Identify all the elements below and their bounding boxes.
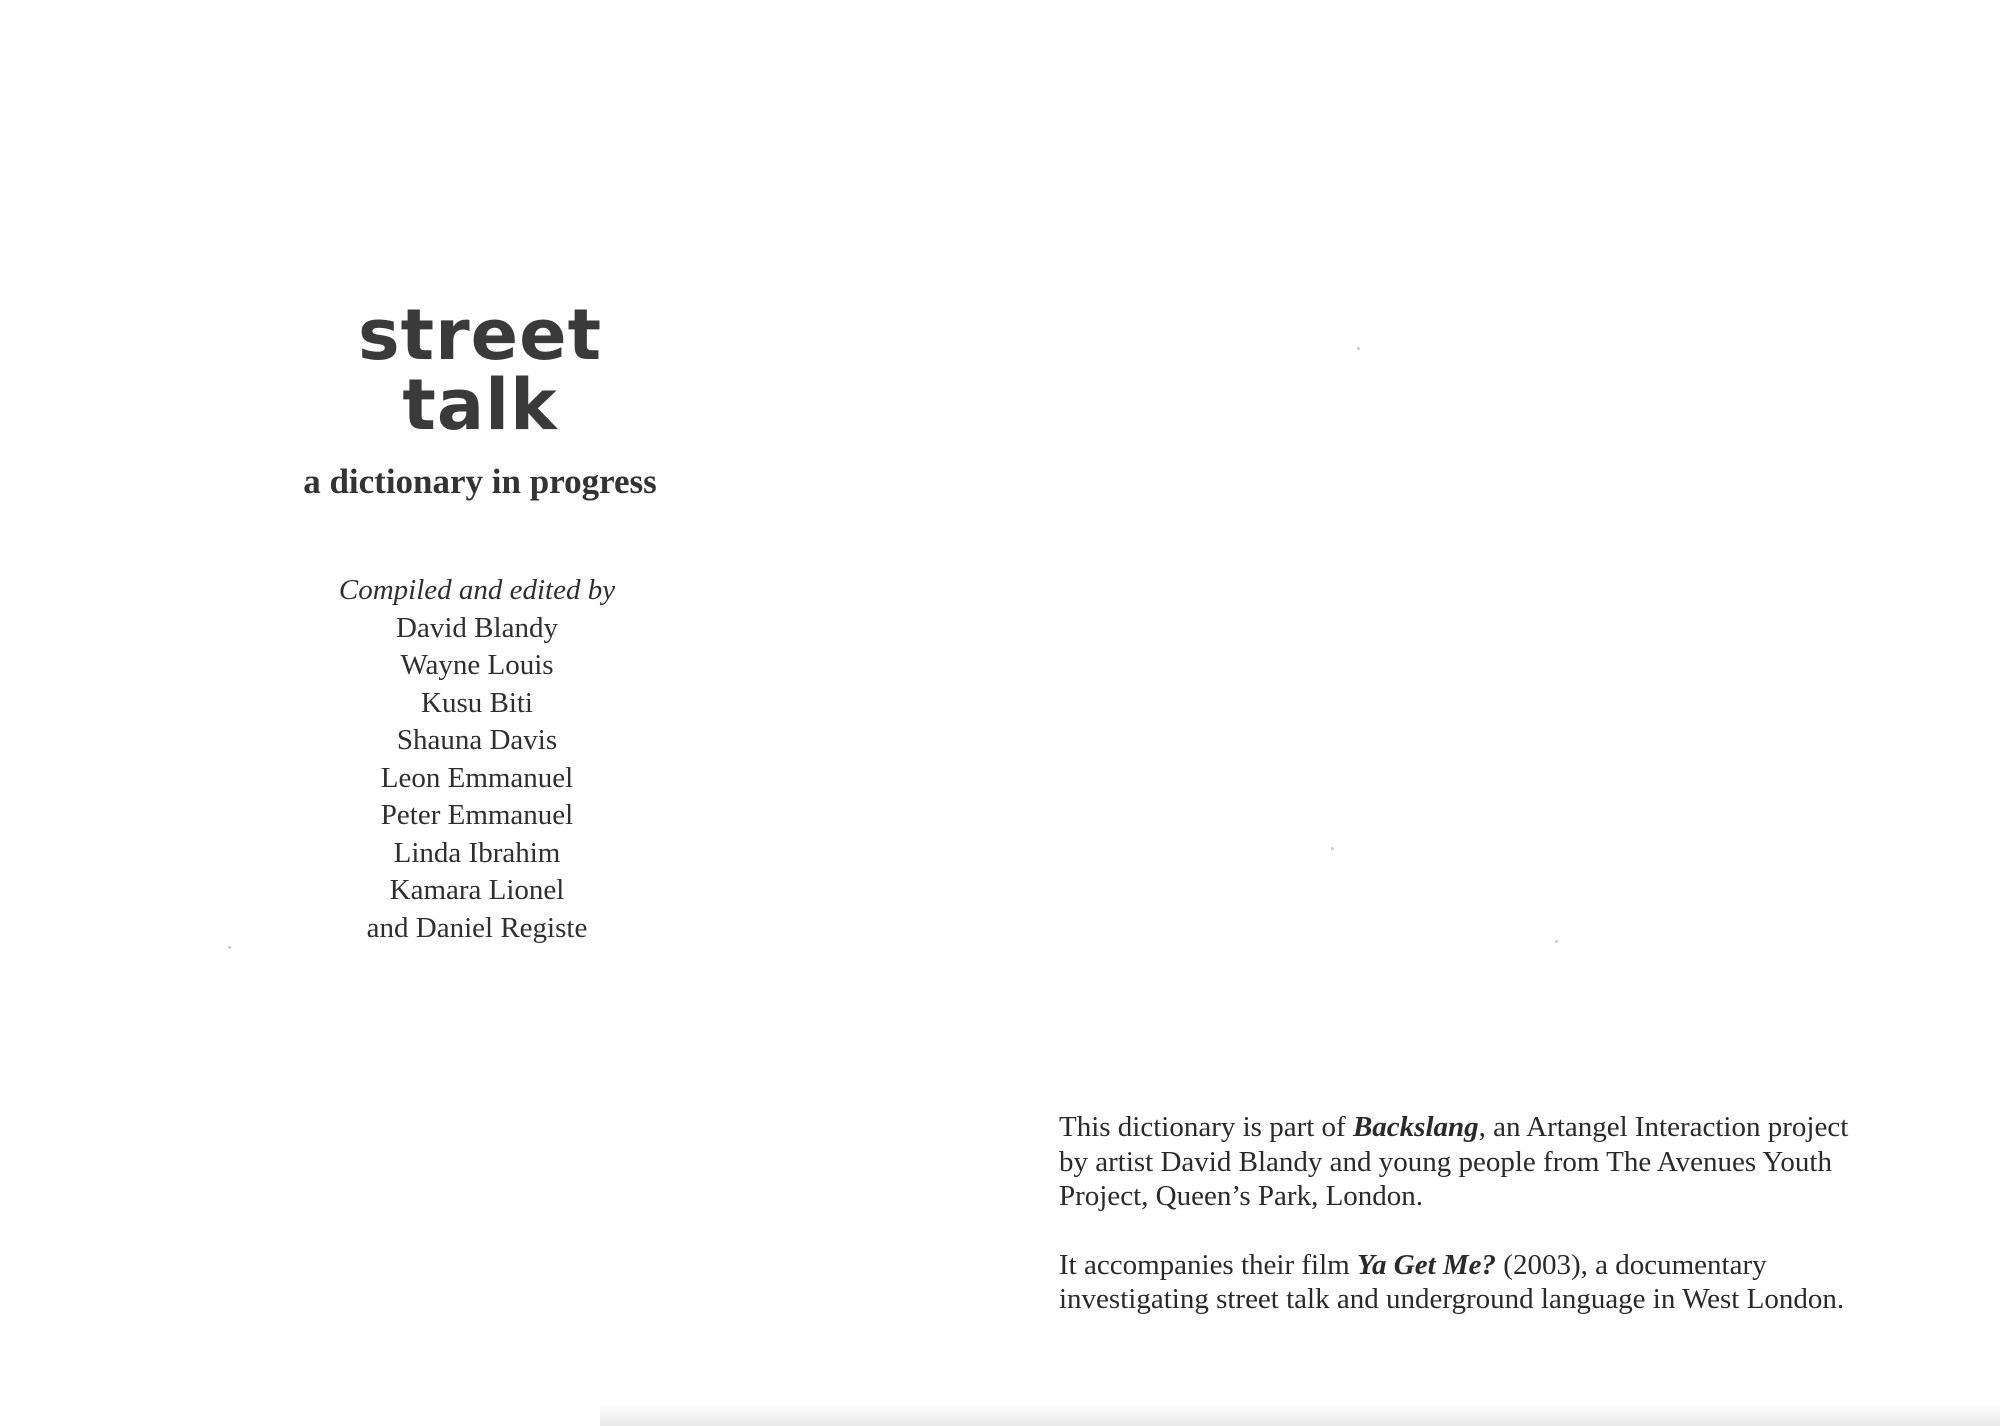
page-edge-shadow <box>600 1404 2000 1426</box>
book-subtitle: a dictionary in progress <box>303 462 657 501</box>
paper-speck <box>1331 847 1334 850</box>
editor-list <box>277 610 677 948</box>
editor-name: Peter Emmanuel <box>380 799 574 831</box>
about-text-span: (2003), a documentary investigating street talk and underground language in West London. <box>1059 1248 1845 1315</box>
credits-block <box>277 572 677 947</box>
editor-name: Kusu Biti <box>421 686 533 719</box>
about-text-span: This dictionary is part of <box>1059 1111 1353 1143</box>
about-text-span: It accompanies their film <box>1059 1248 1357 1281</box>
project-name: Backslang <box>1352 1111 1479 1143</box>
paper-speck <box>1357 347 1360 350</box>
editor-name: and Daniel Registe <box>366 911 588 944</box>
editor-name: David Blandy <box>396 611 558 644</box>
book-title: street talk <box>357 294 603 446</box>
editor-name: Wayne Louis <box>400 649 554 681</box>
about-text-span: , an Artangel Interaction project by artist David Blandy and young people from The Avenues Youth Project, Queen’s Park, London. <box>1059 1111 1849 1212</box>
editor-name: Kamara Lionel <box>389 874 565 906</box>
editor-name: Leon Emmanuel <box>380 761 574 794</box>
paper-speck <box>228 946 231 949</box>
about-paragraph-1 <box>1059 1110 1879 1214</box>
title-block <box>270 294 690 501</box>
film-title: Ya Get Me? <box>1356 1248 1497 1281</box>
credits-caption: Compiled and edited by <box>338 574 616 606</box>
paper-speck <box>1555 940 1558 943</box>
about-text <box>1059 1110 1879 1351</box>
about-paragraph-2 <box>1059 1248 1879 1317</box>
editor-name: Shauna Davis <box>396 724 558 756</box>
editor-name: Linda Ibrahim <box>393 836 561 869</box>
